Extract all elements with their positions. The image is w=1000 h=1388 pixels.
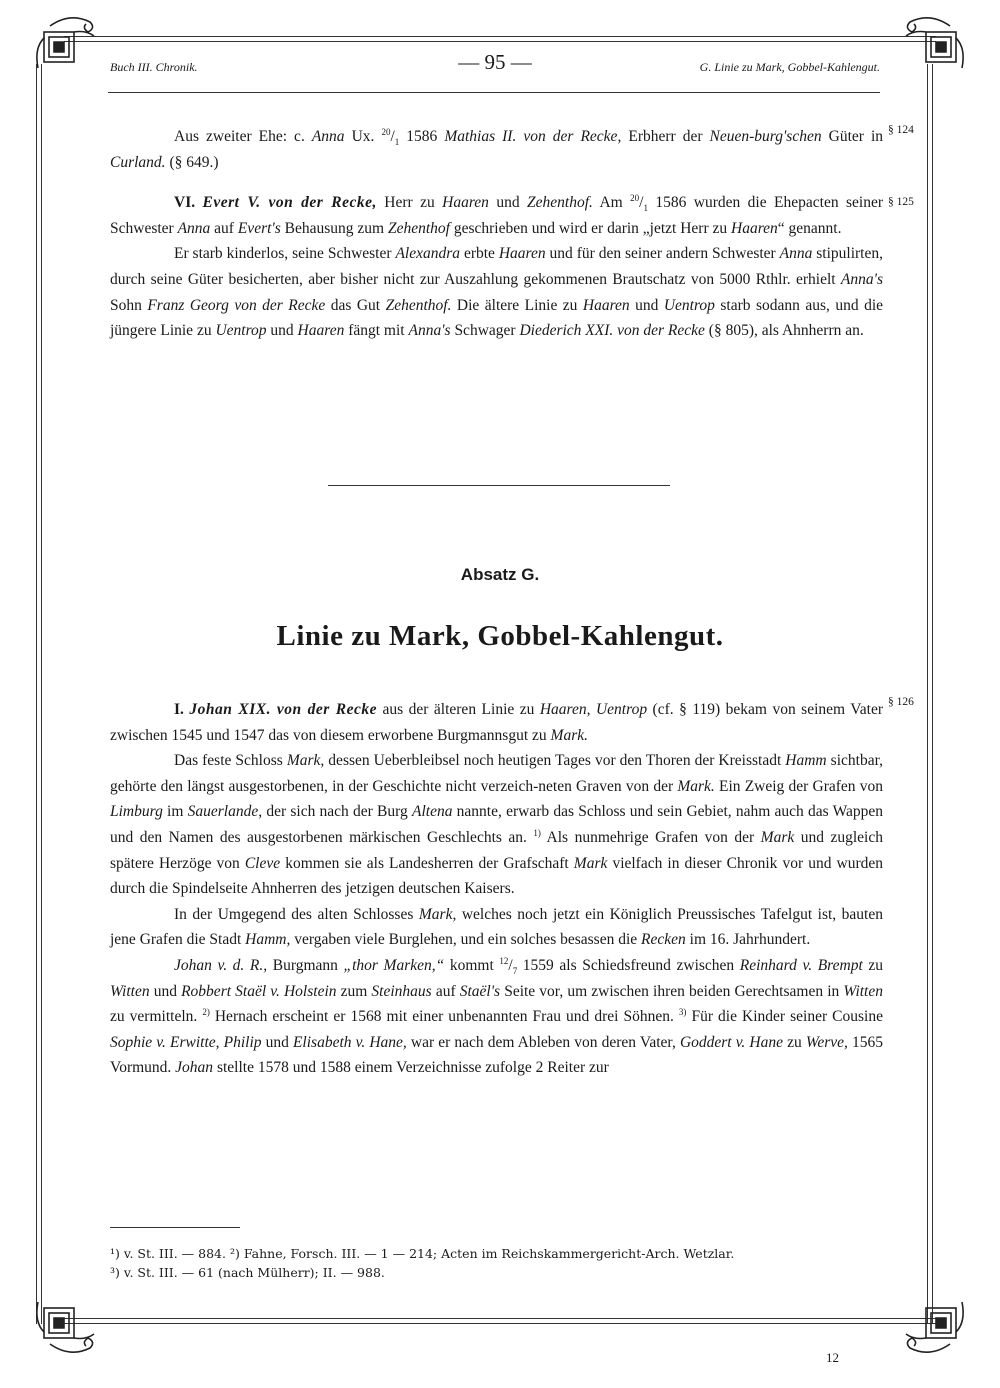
footnote-line-2: ³) v. St. III. — 61 (nach Mülherr); II. — 988.: [110, 1265, 385, 1280]
lower-text-block: [110, 697, 883, 1081]
paragraph-kinderlos: Er starb kinderlos, seine Schwester Alexandra erbte Haaren und für den seiner andern Schwester Anna stipulirten, durch seine Güter besicherten, aber bisher nicht zur Auszahlung gekommenen Brautschatz von 5000 Rthlr. erhielt Anna's Sohn Franz Georg von der Recke das Gut Zehenthof. Die ältere Linie zu Haaren und Uentrop starb sodann aus, und die jüngere Linie zu Uentrop und Haaren fängt mit Anna's Schwager Diederich XXI. von der Recke (§ 805), als Ahnherrn an.: [110, 245, 884, 340]
paragraph-schloss-mark: Das feste Schloss Mark, dessen Ueberbleibsel noch heutigen Tages vor den Thoren der Kreisstadt Hamm sichtbar, gehörte den längst ausgestorbenen, in der Geschichte nicht verzeich-neten Graven von der Mark. Ein Zweig der Grafen von Limburg im Sauerlande, der sich nach der Burg Altena nannte, erwarb das Schloss und sein Gebiet, nahm auch das Wappen und den Namen des ausgestorbenen märkischen Geschlechts an. $^{1)}$ Als nunmehrige Grafen von der Mark und zugleich spätere Herzöge von Cleve kommen sie als Landesherren der Grafschaft Mark vielfach in dieser Chronik vor und wurden durch die Spindelseite Ahnherren des jetzigen deutschen Kaisers.: [110, 752, 884, 898]
frame-bottom-rule: [64, 1323, 936, 1324]
section-marker-126: § 126: [888, 696, 914, 708]
frame-right-rule: [932, 64, 933, 1324]
frame-bottom-rule-inner: [64, 1318, 936, 1319]
frame-top-rule: [64, 36, 936, 37]
footnote-line-1: ¹) v. St. III. — 884. ²) Fahne, Forsch. III. — 1 — 214; Acten im Reichskammergericht-Arch. Wetzlar.: [110, 1246, 735, 1261]
footnote-rule: [110, 1227, 240, 1228]
frame-right-rule-inner: [927, 64, 928, 1324]
paragraph-johan-burgmann: Johan v. d. R., Burgmann „thor Marken,“ kommt $^{12}/_7$ 1559 als Schiedsfreund zwischen Reinhard v. Brempt zu Witten und Robbert Staël v. Holstein zum Steinhaus auf Staël's Seite vor, um zwischen ihren beiden Gerechtsamen in Witten zu vermitteln. $^{2)}$ Hernach erscheint er 1568 mit einer unbenannten Frau und drei Söhnen. $^{3)}$ Für die Kinder seiner Cousine Sophie v. Erwitte, Philip und Elisabeth v. Hane, war er nach dem Ableben von deren Vater, Goddert v. Hane zu Werve, 1565 Vormund. Johan stellte 1578 und 1588 einem Verzeichnisse zufolge 2 Reiter zur: [110, 955, 883, 1077]
ornament-corner-top-left: [30, 8, 102, 80]
upper-text-block: [110, 124, 883, 344]
printer-signature: 12: [826, 1350, 839, 1365]
paragraph-second-marriage: Aus zweiter Ehe: c. Anna Ux. $^{20}/_1$ 1586 Mathias II. von der Recke, Erbherr der Neuen-burg'schen Güter in Curland. (§ 649.): [110, 126, 884, 171]
header-rule: [108, 92, 880, 93]
chapter-title: Linie zu Mark, Gobbel-Kahlengut.: [276, 620, 724, 652]
frame-left-rule: [36, 64, 37, 1324]
ornament-corner-bottom-right: [898, 1290, 970, 1362]
running-head-left: Buch III. Chronik.: [110, 60, 198, 74]
paragraph-umgegend: In der Umgegend des alten Schlosses Mark, welches noch jetzt ein Königlich Preussisches Tafelgut ist, bauten jene Grafen die Stadt Hamm, vergaben viele Burglehen, und ein solches besassen die Recken im 16. Jahrhundert.: [110, 905, 883, 949]
section-marker-125: § 125: [888, 196, 914, 208]
ornament-corner-bottom-left: [30, 1290, 102, 1362]
paragraph-johan-xix: I. Johan XIX. von der Recke aus der älteren Linie zu Haaren, Uentrop (cf. § 119) bekam von seinem Vater zwischen 1545 und 1547 das von diesem erworbene Burgmannsgut zu Mark.: [110, 701, 883, 744]
running-head: [110, 50, 880, 80]
footnotes: [110, 1244, 890, 1282]
absatz-heading: Absatz G.: [460, 565, 540, 584]
frame-top-rule-inner: [64, 41, 936, 42]
section-divider: [328, 485, 670, 486]
page-number: — 95 —: [458, 50, 532, 74]
ornament-corner-top-right: [898, 8, 970, 80]
section-marker-124: § 124: [888, 124, 914, 136]
running-head-right: G. Linie zu Mark, Gobbel-Kahlengut.: [699, 60, 880, 74]
frame-left-rule-inner: [41, 64, 42, 1324]
paragraph-evert-v: VI. Evert V. von der Recke, Herr zu Haaren und Zehenthof. Am $^{20}/_1$ 1586 wurden die Ehepacten seiner Schwester Anna auf Evert's Behausung zum Zehenthof geschrieben und wird er darin „jetzt Herr zu Haaren“ genannt.: [110, 193, 884, 237]
